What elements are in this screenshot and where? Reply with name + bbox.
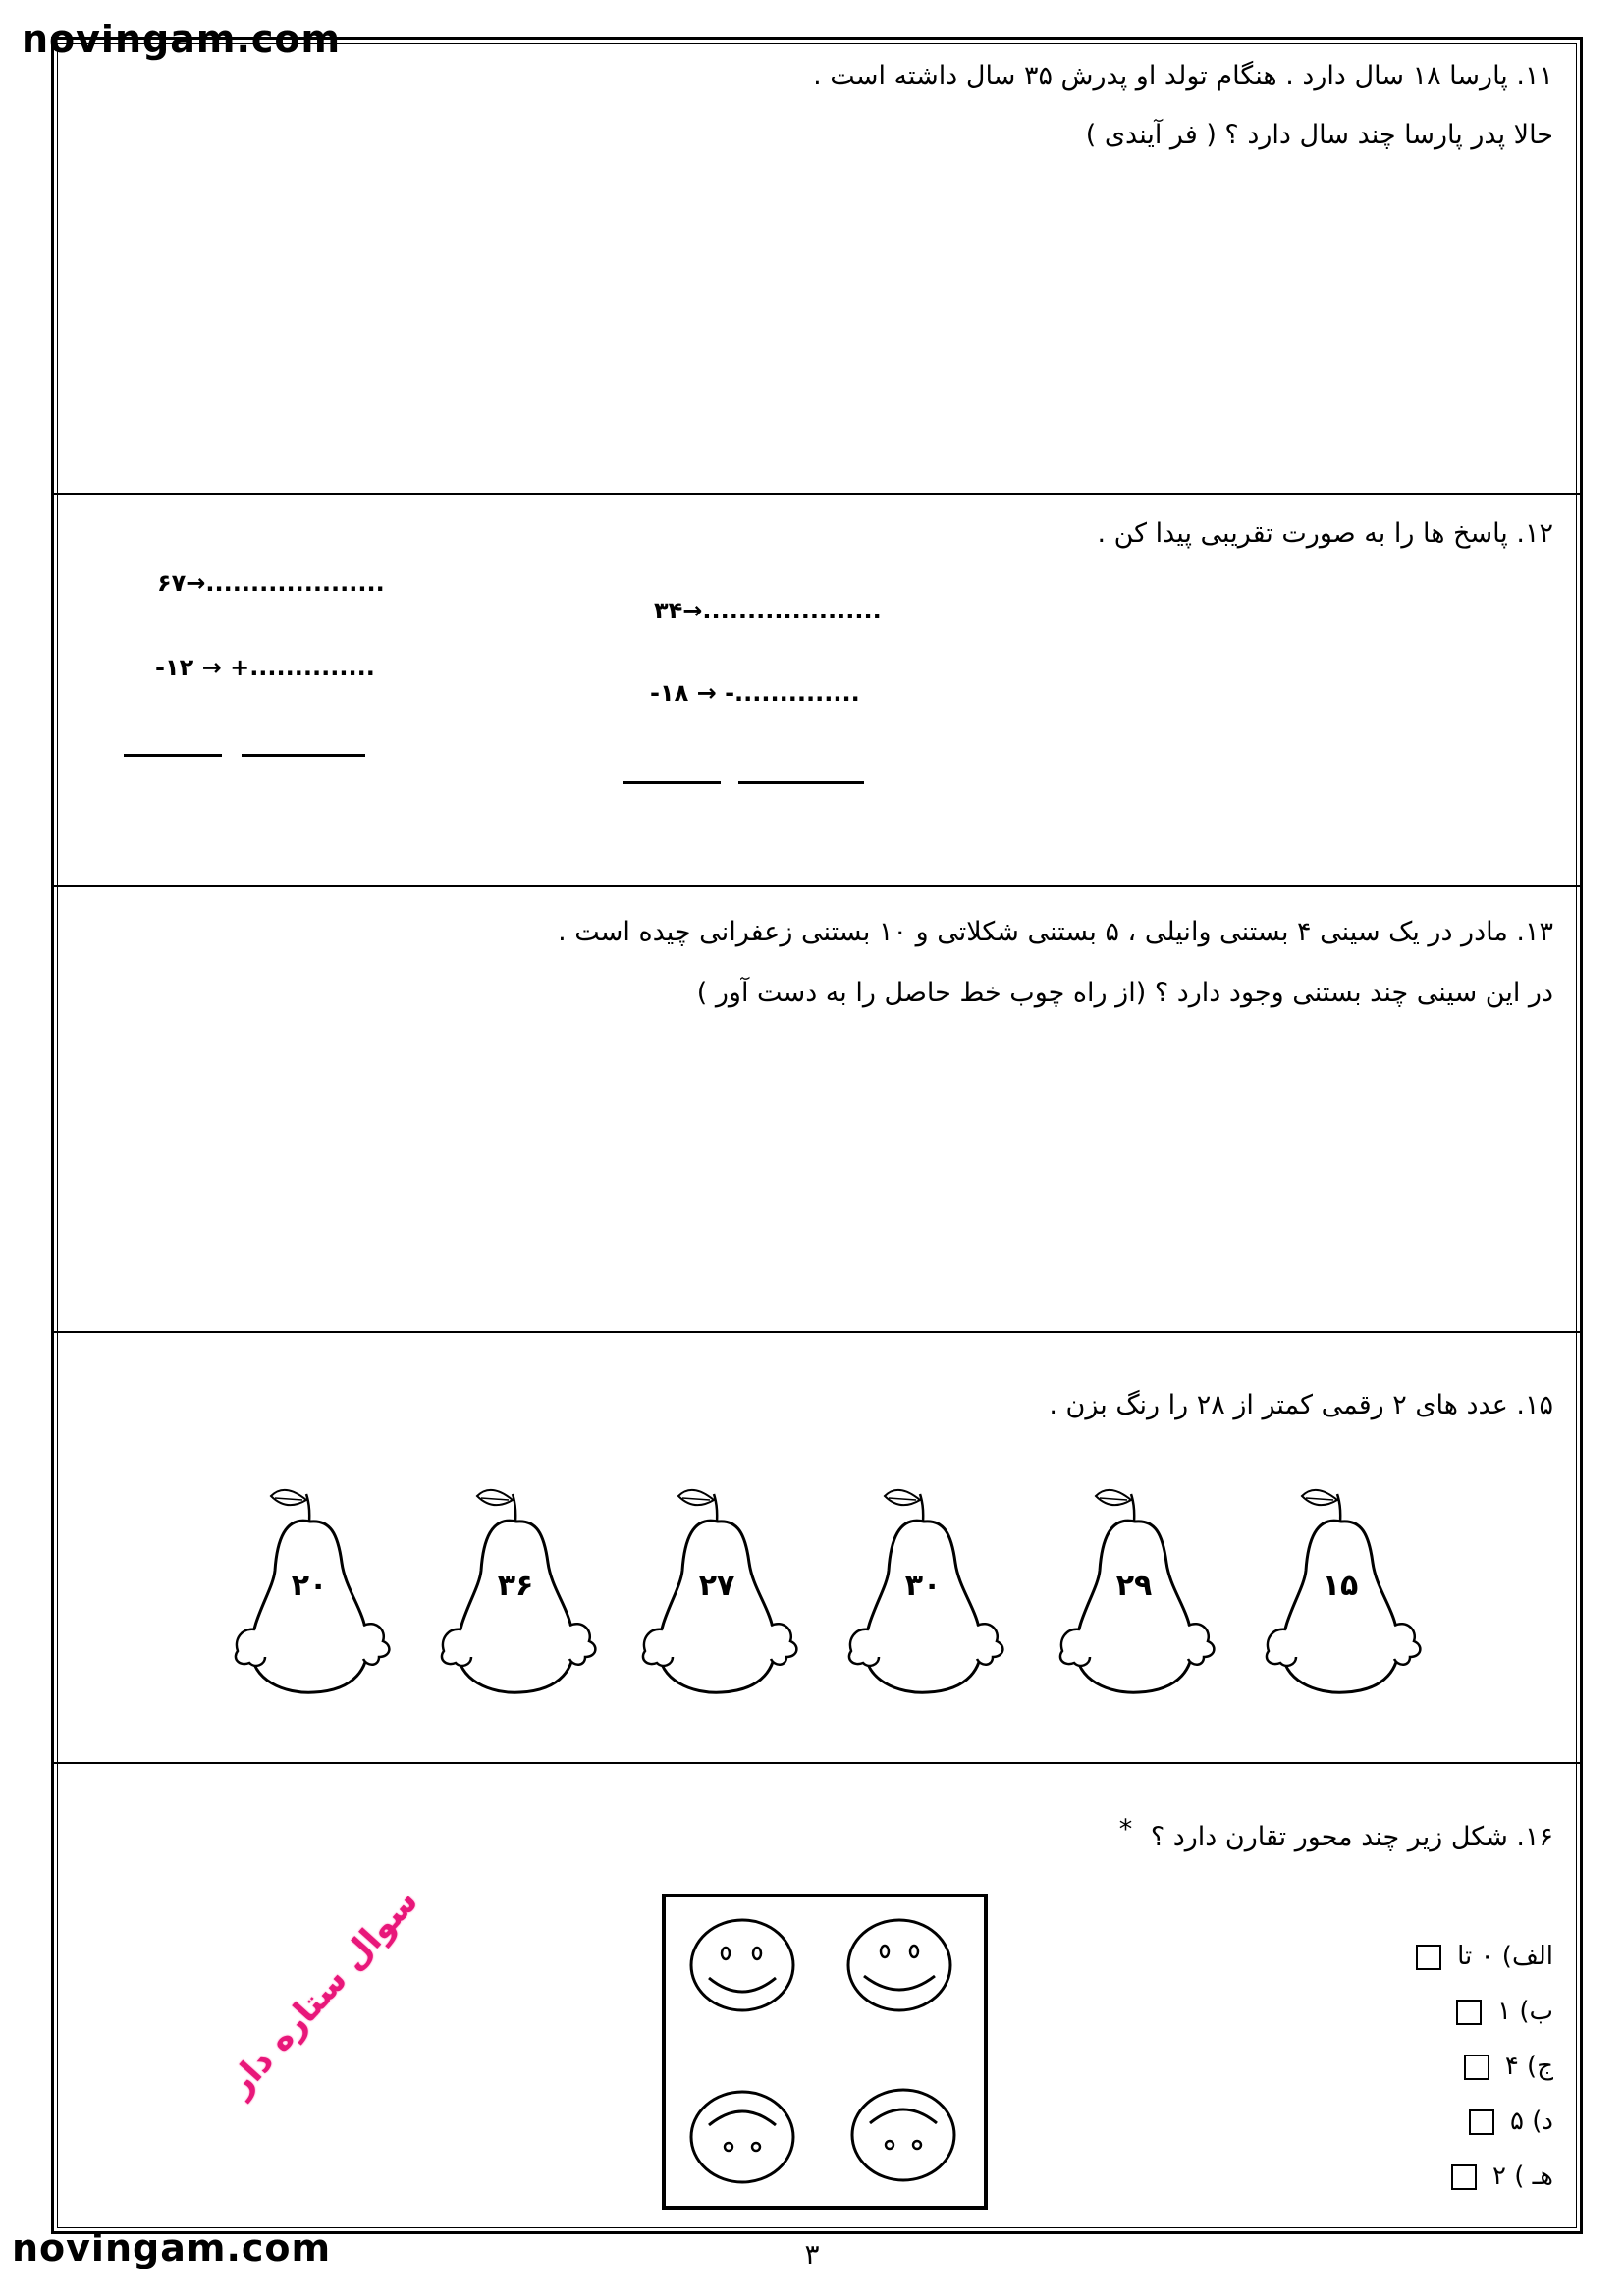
watermark-bottom: novingam.com bbox=[12, 2226, 332, 2269]
pear-number: ۳۰ bbox=[904, 1569, 942, 1603]
pear-item[interactable] bbox=[1041, 1472, 1227, 1702]
q12-right-bottom: -۱۸ → -.............. bbox=[650, 679, 860, 707]
q12-right-answer-line-2 bbox=[738, 781, 864, 784]
q13-line1: ۱۳. مادر در یک سینی ۴ بستنی وانیلی ، ۵ بستنی شکلاتی و ۱۰ بستنی زعفرانی چیده است . bbox=[558, 917, 1553, 947]
q12-right-answer-line-1 bbox=[623, 781, 721, 784]
pear-item[interactable] bbox=[422, 1472, 609, 1702]
option-a-label: الف) ۰ تا bbox=[1457, 1942, 1553, 1971]
figure-frame bbox=[664, 1896, 986, 2208]
q16-title bbox=[1118, 1814, 1553, 1852]
option-a-checkbox[interactable] bbox=[1416, 1945, 1441, 1970]
pear-number: ۲۷ bbox=[698, 1569, 735, 1603]
q15-title: ۱۵. عدد های ۲ رقمی کمتر از ۲۸ را رنگ بزن . bbox=[1049, 1390, 1553, 1420]
star-marker: * bbox=[1118, 1814, 1133, 1844]
watermark-top: novingam.com bbox=[22, 18, 342, 61]
divider-4 bbox=[54, 1762, 1580, 1764]
option-b-label: ب) ۱ bbox=[1497, 1997, 1553, 2026]
option-b[interactable] bbox=[1456, 1997, 1553, 2026]
q13-line2: در این سینی چند بستنی وجود دارد ؟ (از راه چوب خط حاصل را به دست آور ) bbox=[696, 978, 1553, 1008]
divider-1 bbox=[54, 493, 1580, 495]
pear-item[interactable] bbox=[623, 1472, 810, 1702]
divider-3 bbox=[54, 1331, 1580, 1333]
pear-item[interactable] bbox=[216, 1472, 403, 1702]
option-d-label: د) ۵ bbox=[1510, 2107, 1553, 2136]
starred-question-stamp: سوال ستاره دار bbox=[220, 1882, 426, 2104]
pear-number: ۲۰ bbox=[291, 1569, 328, 1603]
pear-item[interactable] bbox=[830, 1472, 1016, 1702]
page-number: ۳ bbox=[804, 2238, 820, 2270]
q12-left-answer-line-2 bbox=[242, 754, 365, 757]
option-b-checkbox[interactable] bbox=[1456, 2000, 1482, 2025]
divider-2 bbox=[54, 885, 1580, 887]
option-d[interactable] bbox=[1469, 2107, 1553, 2136]
option-d-checkbox[interactable] bbox=[1469, 2109, 1494, 2135]
q12-title: ۱۲. پاسخ ها را به صورت تقریبی پیدا کن . bbox=[1097, 518, 1553, 549]
q12-left-top: ۶۷→.................... bbox=[157, 569, 385, 597]
pear-number: ۲۹ bbox=[1115, 1569, 1153, 1603]
q12-left-answer-line-1 bbox=[124, 754, 222, 757]
option-e-checkbox[interactable] bbox=[1451, 2164, 1477, 2190]
symmetry-figure bbox=[658, 1890, 994, 2214]
q12-right-top: ۳۴→.................... bbox=[654, 597, 882, 624]
option-c[interactable] bbox=[1464, 2052, 1553, 2081]
q11-line2: حالا پدر پارسا چند سال دارد ؟ ( فر آیندی ) bbox=[1085, 120, 1553, 150]
option-c-checkbox[interactable] bbox=[1464, 2055, 1489, 2080]
option-e-label: هـ ) ۲ bbox=[1492, 2162, 1553, 2191]
q12-left-bottom: -۱۲ → +.............. bbox=[155, 654, 375, 681]
pear-number: ۳۶ bbox=[497, 1569, 534, 1603]
option-e[interactable] bbox=[1451, 2162, 1553, 2191]
pear-number: ۱۵ bbox=[1322, 1569, 1359, 1603]
q16-title-text: ۱۶. شکل زیر چند محور تقارن دارد ؟ bbox=[1150, 1822, 1553, 1852]
pear-item[interactable] bbox=[1247, 1472, 1434, 1702]
option-a[interactable] bbox=[1416, 1942, 1553, 1971]
option-c-label: ج) ۴ bbox=[1504, 2052, 1553, 2081]
q11-line1: ۱۱. پارسا ۱۸ سال دارد . هنگام تولد او پدرش ۳۵ سال داشته است . bbox=[813, 61, 1553, 91]
